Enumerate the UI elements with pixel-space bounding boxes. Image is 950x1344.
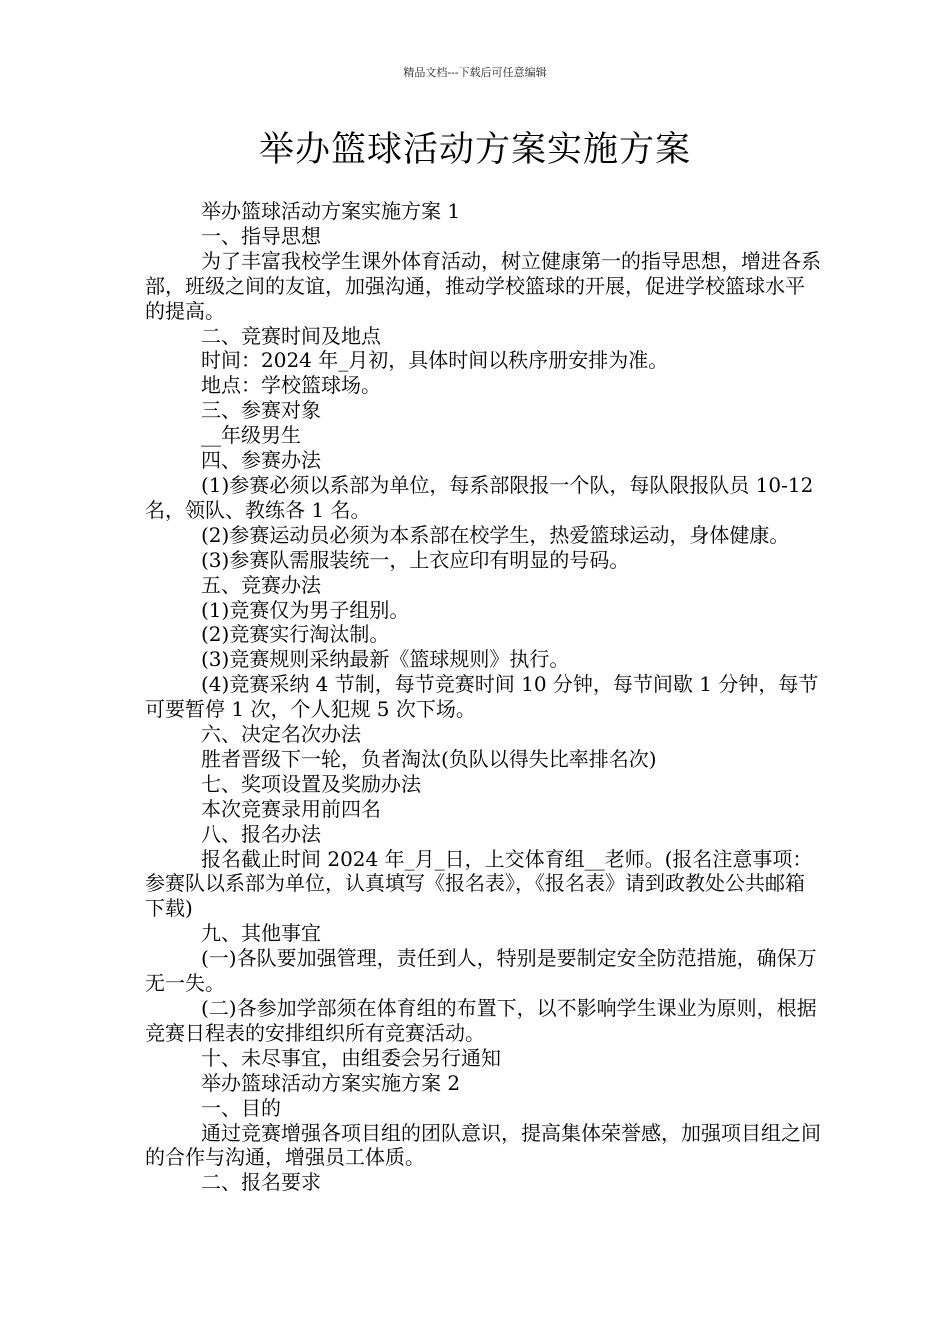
paragraph: (3)竞赛规则采纳最新《篮球规则》执行。 bbox=[201, 647, 570, 672]
paragraph: 胜者晋级下一轮，负者淘汰(负队以得失比率排名次) bbox=[201, 746, 657, 771]
section-heading: 九、其他事宜 bbox=[201, 921, 321, 946]
paragraph: (一)各队要加强管理，责任到人，特别是要制定安全防范措施，确保万无一失。 bbox=[145, 946, 817, 996]
paragraph: 为了丰富我校学生课外体育活动，树立健康第一的指导思想，增进各系部，班级之间的友谊，加强沟通，推动学校篮球的开展，促进学校篮球水平的提高。 bbox=[145, 248, 821, 323]
page-header-note: 精品文档---下载后可任意编辑 bbox=[403, 66, 547, 79]
paragraph: (二)各参加学部须在体育组的布置下，以不影响学生课业为原则，根据竞赛日程表的安排组织所有竞赛活动。 bbox=[145, 996, 817, 1045]
paragraph: 通过竞赛增强各项目组的团队意识，提高集体荣誉感，加强项目组之间的合作与沟通，增强员工体质。 bbox=[145, 1120, 821, 1170]
paragraph: (1)竞赛仅为男子组别。 bbox=[201, 597, 410, 622]
section-heading: 二、竞赛时间及地点 bbox=[201, 323, 381, 348]
paragraph: 报名截止时间 2024 年_月_日，上交体育组__老师。(报名注意事项：参赛队以系部为单位，认真填写《报名表》，《报名表》请到政教处公共邮箱下载) bbox=[145, 846, 813, 921]
section-heading: 十、未尽事宜，由组委会另行通知 bbox=[201, 1045, 501, 1070]
section-heading: 六、决定名次办法 bbox=[201, 722, 361, 747]
paragraph: __年级男生 bbox=[201, 423, 301, 448]
section-heading: 一、指导思想 bbox=[201, 223, 321, 248]
section-heading: 四、参赛办法 bbox=[201, 448, 321, 473]
plan-2-heading: 举办篮球活动方案实施方案 2 bbox=[201, 1070, 461, 1095]
document-body bbox=[145, 199, 821, 1195]
section-heading: 三、参赛对象 bbox=[201, 398, 321, 423]
paragraph: 时间：2024 年_月初，具体时间以秩序册安排为准。 bbox=[201, 348, 669, 373]
plan-1-heading: 举办篮球活动方案实施方案 1 bbox=[201, 199, 461, 223]
paragraph: 地点：学校篮球场。 bbox=[201, 373, 381, 398]
section-heading: 五、竞赛办法 bbox=[201, 572, 321, 597]
paragraph: (2)竞赛实行淘汰制。 bbox=[201, 622, 390, 647]
paragraph: (2)参赛运动员必须为本系部在校学生，热爱篮球运动，身体健康。 bbox=[201, 522, 790, 547]
section-heading: 二、报名要求 bbox=[201, 1170, 321, 1195]
paragraph: (3)参赛队需服装统一，上衣应印有明显的号码。 bbox=[201, 547, 630, 572]
section-heading: 八、报名办法 bbox=[201, 821, 321, 846]
document-title: 举办篮球活动方案实施方案 bbox=[258, 130, 691, 170]
paragraph: 本次竞赛录用前四名 bbox=[201, 796, 381, 821]
paragraph: (4)竞赛采纳 4 节制，每节竞赛时间 10 分钟，每节间歇 1 分钟，每节可要暂停 1 次，个人犯规 5 次下场。 bbox=[145, 672, 819, 722]
section-heading: 一、目的 bbox=[201, 1095, 281, 1120]
section-heading: 七、奖项设置及奖励办法 bbox=[201, 771, 421, 796]
paragraph: (1)参赛必须以系部为单位，每系部限报一个队，每队限报队员 10-12 名，领队、教练各 1 名。 bbox=[145, 472, 814, 522]
